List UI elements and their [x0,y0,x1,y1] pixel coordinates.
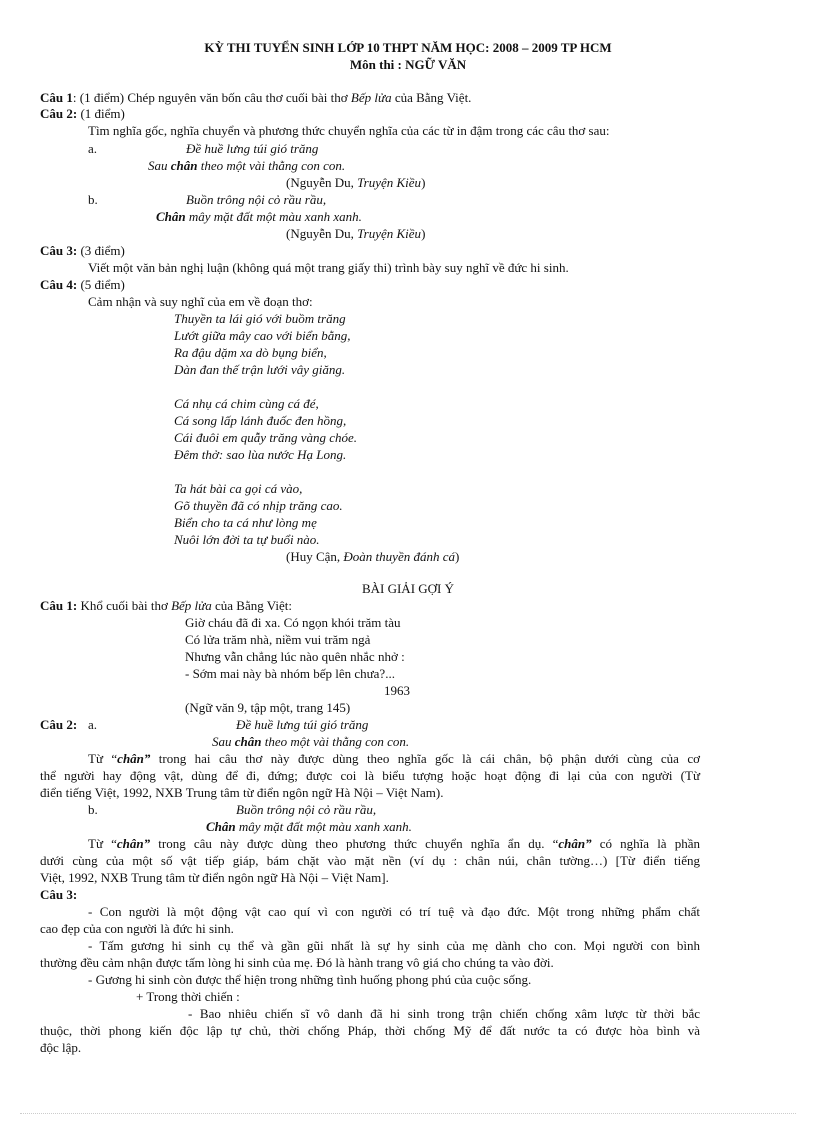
poem-source: (Ngữ văn 9, tập một, trang 145) [185,700,351,715]
answer-text: Khổ cuối bài thơ [77,598,172,613]
paragraph-text: có nghĩa là phần [591,836,700,851]
citation-end: ) [421,175,426,190]
verse-text: theo một vài thằng con con. [197,158,346,173]
bold-keyword: chân [234,734,262,749]
paragraph-text: trong hai câu thơ này được dùng theo nghĩa gốc là cái chân, bộ phận dưới cùng của cơ [150,751,700,766]
citation [286,549,459,565]
verse-line: - Sớm mai này bà nhóm bếp lên chưa?... [185,666,395,681]
question-1 [40,90,471,106]
question-label: Câu 4: [40,277,78,292]
question-points: (3 điểm) [77,243,125,258]
verse-line: Có lửa trăm nhà, niềm vui trăm ngả [185,632,371,647]
answer-paragraph: - Gương hi sinh còn được thể hiện trong những tình huống phong phú của cuộc sống. [88,972,532,987]
answer-paragraph: - Tấm gương hi sinh cụ thể và gần gũi nhất là sự hy sinh của mẹ dành cho con. Mọi người con bình [88,938,700,953]
question-points: (5 điểm) [77,277,125,292]
bold-keyword: chân” [117,751,151,766]
verse-text: mây mặt đất một màu xanh xanh. [185,209,362,224]
verse-line: Biển cho ta cá như lòng mẹ [174,515,317,530]
answer-paragraph [40,751,700,767]
exam-subject [0,57,816,73]
verse-line: Gõ thuyền đã có nhịp trăng cao. [174,498,343,513]
answer-label: Câu 2: [40,717,78,732]
item-marker-a: a. [88,141,98,156]
answer-text: của Bằng Việt: [211,598,292,613]
paragraph-text: trong câu này được dùng theo phương thức chuyển nghĩa ẩn dụ. “ [150,836,559,851]
verse-line [156,209,362,225]
bold-keyword: chân” [116,836,151,851]
question-3-text: Viết một văn bản nghị luận (không quá một trang giấy thi) trình bày suy nghĩ về đức hi sinh. [88,260,569,275]
verse-line [206,819,412,835]
exam-title: KỲ THI TUYỂN SINH LỚP 10 THPT NĂM HỌC: 2008 – 2009 TP HCM [204,40,612,55]
page-footer-divider [20,1113,796,1114]
question-text: : (1 điểm) Chép nguyên văn bốn câu thơ cuối bài thơ [72,90,351,105]
bold-keyword: chân [170,158,198,173]
verse-text: mây mặt đất một màu xanh xanh. [235,819,412,834]
verse-line: Đề huề lưng túi gió trăng [186,141,319,156]
paragraph-text: Từ “ [88,836,117,851]
item-marker-b: b. [88,802,98,817]
answer-paragraph-line: độc lập. [40,1040,82,1055]
verse-line: Ta hát bài ca gọi cá vào, [174,481,303,496]
verse-line: Ra đậu dặm xa dò bụng biển, [174,345,327,360]
citation-work: Đoàn thuyền đánh cá [343,549,455,564]
answer-paragraph [40,836,700,852]
answer-label: Câu 1: [40,598,78,613]
answer-paragraph-line: thuộc, thời phong kiến độc lập tự chủ, thời chống Pháp, thời chống Mỹ để đất nước ta có được hòa bình và [40,1023,700,1038]
verse-text: theo một vài thằng con con. [261,734,410,749]
citation-work: Truyện Kiều [357,226,422,241]
citation [286,175,425,191]
verse-text: Sau [148,158,171,173]
verse-line [148,158,345,174]
bold-keyword: Chân [206,819,236,834]
poem-year: 1963 [384,683,410,698]
paragraph-text: Từ “ [88,751,118,766]
verse-line: Giờ cháu đã đi xa. Có ngọn khói trăm tàu [185,615,401,630]
question-2 [40,106,125,122]
question-points: (1 điểm) [77,106,125,121]
poem-title: Bếp lửa [171,598,212,613]
answer-paragraph-line: thường đều cảm nhận được tấm lòng hi sinh của mẹ. Đó là hành trang vô giá cho chúng ta vào đời. [40,955,554,970]
bold-keyword: Chân [156,209,186,224]
verse-line: Nhưng vẫn chẳng lúc nào quên nhắc nhở : [185,649,405,664]
question-text-end: của Bằng Việt. [391,90,472,105]
question-4 [40,277,125,293]
verse-line: Đề huề lưng túi gió trăng [236,717,369,732]
verse-line: Dàn đan thế trận lưới vây giăng. [174,362,346,377]
verse-line: Buồn trông nội cỏ rầu rầu, [186,192,327,207]
verse-line: Lướt giữa mây cao với biển bằng, [174,328,351,343]
answer-paragraph-line: Việt, 1992, NXB Trung tâm từ điển ngôn ngữ Hà Nội – Việt Nam]. [40,870,389,885]
answer-paragraph-line: dưới cùng của một số vật tiếp giáp, bám chặt vào mặt nền (ví dụ : chân núi, chân tường…) [Từ điển tiếng [40,853,700,868]
question-label: Câu 3: [40,243,78,258]
question-4-instruction: Cảm nhận và suy nghĩ của em về đoạn thơ: [88,294,313,309]
answer-paragraph-line: điển tiếng Việt, 1992, NXB Trung tâm từ điển ngôn ngữ Hà Nội – Việt Nam). [40,785,444,800]
solution-heading: BÀI GIẢI GỢI Ý [361,581,455,596]
poem-title: Bếp lửa [350,90,392,105]
citation-author: (Nguyễn Du, [286,175,358,190]
citation-author: (Huy Cận, [286,549,344,564]
item-marker-a: a. [88,717,98,732]
verse-line: Cái đuôi em quẫy trăng vàng chóe. [174,430,358,445]
citation-end: ) [421,226,426,241]
answer-paragraph-line: cao đẹp của con người là đức hi sinh. [40,921,234,936]
verse-line: Nuôi lớn đời ta tự buổi nào. [174,532,320,547]
bold-keyword: chân” [558,836,592,851]
verse-line: Thuyền ta lái gió với buồm trăng [174,311,346,326]
wartime-heading: + Trong thời chiến : [136,989,240,1004]
answer-3-label: Câu 3: [40,887,78,902]
answer-paragraph-line: thể người hay động vật, dùng để đi, đứng; được coi là biểu tượng hoặc hoạt động đi lại của con người (Từ [40,768,700,783]
citation-work: Truyện Kiều [357,175,422,190]
verse-line: Cá nhụ cá chim cùng cá đé, [174,396,319,411]
verse-line: Buồn trông nội cỏ rầu rầu, [236,802,377,817]
answer-paragraph: - Con người là một động vật cao quí vì con người có trí tuệ và đạo đức. Một trong những phẩm chất [88,904,700,919]
subject-label: Môn thi : [349,57,406,72]
question-2-instruction: Tìm nghĩa gốc, nghĩa chuyển và phương thức chuyển nghĩa của các từ in đậm trong các câu thơ sau: [88,123,610,138]
answer-paragraph: - Bao nhiêu chiến sĩ vô danh đã hi sinh trong trận chiến chống xâm lược từ thời bắc [188,1006,700,1021]
answer-1 [40,598,292,614]
verse-line: Cá song lấp lánh đuốc đen hồng, [174,413,347,428]
item-marker-b: b. [88,192,98,207]
subject-name: NGỮ VĂN [405,57,467,72]
question-label: Câu 1 [40,90,73,105]
verse-line [212,734,409,750]
answer-2 [40,717,77,733]
question-label: Câu 2: [40,106,78,121]
verse-line: Đêm thở: sao lùa nước Hạ Long. [174,447,347,462]
citation-author: (Nguyễn Du, [286,226,358,241]
verse-text: Sau [212,734,235,749]
citation-end: ) [454,549,460,564]
question-3 [40,243,125,259]
citation [286,226,425,242]
